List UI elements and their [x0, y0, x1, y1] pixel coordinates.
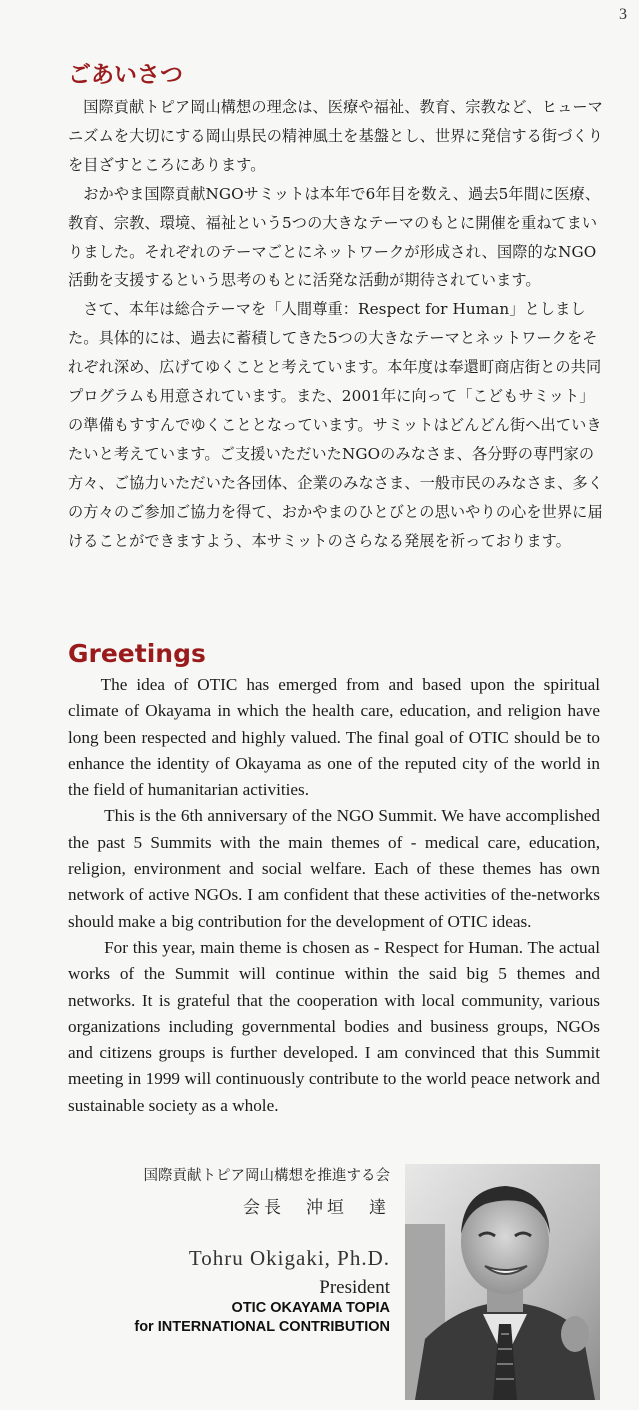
english-paragraph-3: For this year, main theme is chosen as - Respect for Human. The actual works of the Summit will continue within the said big 5 themes and networks. It is grateful that the cooperation with local community, various organizations including governmental bodies and business groups, NGOs and citizens groups is further developed. I am convinced that this Summit meeting in 1999 will continuously contribute to the world peace network and sustainable society as a whole. — [68, 937, 600, 1115]
portrait-photo — [405, 1164, 600, 1400]
signature-block — [60, 1164, 390, 1337]
signature-name-english: Tohru Okigaki, Ph.D. — [188, 1246, 390, 1270]
page-number: 3 — [619, 6, 627, 23]
signature-org-english-line1: OTIC OKAYAMA TOPIA — [231, 1300, 390, 1316]
japanese-greeting-section — [68, 64, 608, 556]
japanese-paragraph-2: おかやま国際貢献NGOサミットは本年で6年目を数え、過去5年間に医療、教育、宗教、環境、福祉という5つの大きなテーマのもとに開催を重ねてまいりました。それぞれのテーマごとにネットワークが形成され、国際的なNGO活動を支援するという思考のもとに活発な活動が期待されています。 — [68, 184, 601, 290]
english-title: Greetings — [68, 639, 206, 668]
japanese-title: ごあいさつ — [68, 62, 183, 88]
signature-org-japanese: 国際貢献トピア岡山構想を推進する会 — [143, 1168, 390, 1184]
portrait-photo-icon — [405, 1164, 600, 1400]
english-paragraph-1: The idea of OTIC has emerged from and based upon the spiritual climate of Okayama in which the health care, education, and religion have long been respected and highly valued. The final goal of OTIC should be to enhance the identity of Okayama as one of the reputed city of the world in the field of humanitarian activities. — [68, 675, 600, 800]
signature-org-english-line2: for INTERNATIONAL CONTRIBUTION — [134, 1319, 390, 1335]
signature-role: President — [319, 1277, 390, 1298]
japanese-paragraph-3: さて、本年は総合テーマを「人間尊重：Respect for Human」としました。具体的には、過去に蓄積してきた5つの大きなテーマとネットワークをそれぞれ深め、広げてゆくことと考えています。本年度は奉還町商店街との共同プログラムも用意されています。また、2001年に向って「こどもサミット」の準備もすすんでゆくこととなっています。サミットはどんどん街へ出ていきたいと考えています。ご支援いただいたNGOのみなさま、各分野の専門家の方々、ご協力いただいた各団体、企業のみなさま、一般市民のみなさま、多くの方々のご参加ご協力を得て、おかやまのひとびとの思いやりの心を世界に届けることができますよう、本サミットのさらなる発展を祈っております。 — [68, 300, 604, 550]
english-paragraph-2: This is the 6th anniversary of the NGO Summit. We have accomplished the past 5 Summits with the main themes of - medical care, education, religion, environment and social welfare. Each of these themes has own network of active NGOs. I am confident that these activities of the-networks should make a big contribution for the development of OTIC ideas. — [68, 806, 600, 931]
japanese-paragraph-1: 国際貢献トピア岡山構想の理念は、医療や福祉、教育、宗教など、ヒューマニズムを大切にする岡山県民の精神風土を基盤とし、世界に発信する街づくりを目ざすところにあります。 — [68, 98, 604, 174]
english-greeting-section — [68, 641, 600, 1119]
signature-name-japanese: 会長 沖垣 達 — [243, 1198, 390, 1218]
